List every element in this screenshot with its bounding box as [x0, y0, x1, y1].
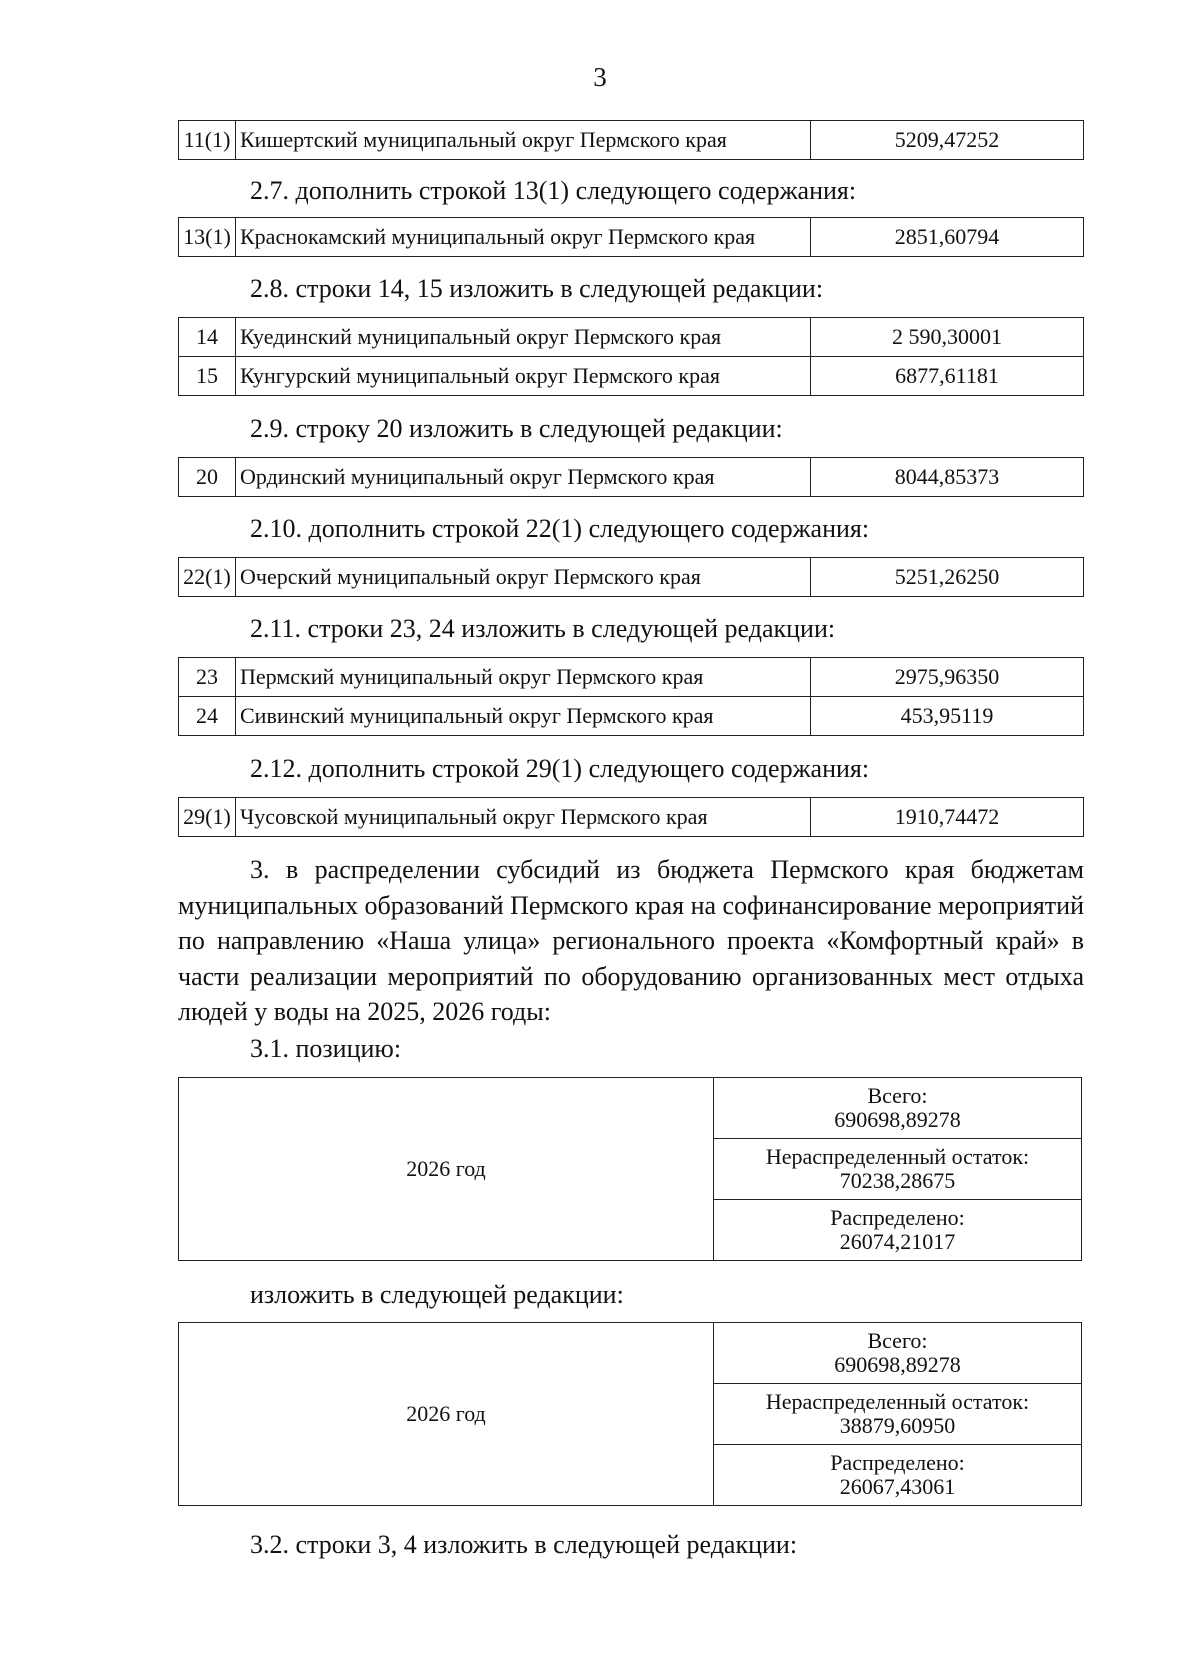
row-name: Сивинский муниципальный округ Пермского края [236, 697, 811, 736]
total-label: Всего: [867, 1083, 928, 1109]
row-table-13-1 [178, 217, 1084, 257]
row-name: Краснокамский муниципальный округ Пермского края [236, 218, 811, 257]
instruction-2-9: 2.9. строку 20 изложить в следующей редакции: [250, 414, 783, 443]
row-table-11-1 [178, 120, 1084, 160]
distributed-cell [714, 1445, 1082, 1506]
item-3-1: 3.1. позицию: [250, 1034, 402, 1063]
row-name: Чусовской муниципальный округ Пермского края [236, 798, 811, 837]
position-table-new [178, 1322, 1082, 1506]
total-value: 690698,89278 [834, 1352, 961, 1377]
row-table-20 [178, 457, 1084, 497]
row-name: Куединский муниципальный округ Пермского края [236, 318, 811, 357]
row-value: 2851,60794 [811, 218, 1084, 257]
row-value: 453,95119 [811, 697, 1084, 736]
row-name: Кишертский муниципальный округ Пермского края [236, 121, 811, 160]
remainder-value: 38879,60950 [839, 1413, 956, 1438]
table-row [179, 218, 1084, 257]
row-name: Пермский муниципальный округ Пермского края [236, 658, 811, 697]
instruction-2-8: 2.8. строки 14, 15 изложить в следующей редакции: [250, 274, 824, 303]
row-number: 14 [179, 318, 236, 357]
table-row [179, 558, 1084, 597]
row-table-29-1 [178, 797, 1084, 837]
row-value: 5209,47252 [811, 121, 1084, 160]
year-cell: 2026 год [179, 1078, 714, 1261]
table-row [179, 458, 1084, 497]
row-value: 1910,74472 [811, 798, 1084, 837]
row-value: 2975,96350 [811, 658, 1084, 697]
remainder-value: 70238,28675 [839, 1168, 956, 1193]
remainder-cell [714, 1139, 1082, 1200]
table-row [179, 798, 1084, 837]
instruction-2-11: 2.11. строки 23, 24 изложить в следующей редакции: [250, 614, 836, 643]
row-table-22-1 [178, 557, 1084, 597]
total-label: Всего: [867, 1328, 928, 1354]
total-value: 690698,89278 [834, 1107, 961, 1132]
row-name: Кунгурский муниципальный округ Пермского края [236, 357, 811, 396]
remainder-label: Нераспределенный остаток: [765, 1144, 1030, 1170]
row-number: 22(1) [179, 558, 236, 597]
row-number: 13(1) [179, 218, 236, 257]
distributed-label: Распределено: [830, 1450, 965, 1476]
instruction-2-12: 2.12. дополнить строкой 29(1) следующего содержания: [250, 754, 870, 783]
distributed-label: Распределено: [830, 1205, 965, 1231]
year-cell: 2026 год [179, 1323, 714, 1506]
remainder-label: Нераспределенный остаток: [765, 1389, 1030, 1415]
row-number: 11(1) [179, 121, 236, 160]
distributed-value: 26074,21017 [839, 1229, 956, 1254]
paragraph-3: 3. в распределении субсидий из бюджета Пермского края бюджетам муниципальных образований Пермского края на софинансирование мероприятий по направлению «Наша улица» регионального проекта «Комфортный край» в части реализации мероприятий по оборудованию организованных мест отдыха людей у воды на 2025, 2026 годы: [178, 855, 1084, 1026]
total-cell [714, 1078, 1082, 1139]
total-cell [714, 1323, 1082, 1384]
row-value: 8044,85373 [811, 458, 1084, 497]
row-value: 5251,26250 [811, 558, 1084, 597]
row-number: 29(1) [179, 798, 236, 837]
row-name: Ординский муниципальный округ Пермского края [236, 458, 811, 497]
row-value: 6877,61181 [811, 357, 1084, 396]
row-number: 15 [179, 357, 236, 396]
distributed-value: 26067,43061 [839, 1474, 956, 1499]
table-row [179, 697, 1084, 736]
table-row [179, 318, 1084, 357]
row-number: 24 [179, 697, 236, 736]
row-value: 2 590,30001 [811, 318, 1084, 357]
instruction-2-7: 2.7. дополнить строкой 13(1) следующего содержания: [250, 176, 857, 205]
row-table-14-15 [178, 317, 1084, 396]
item-3-2: 3.2. строки 3, 4 изложить в следующей редакции: [250, 1530, 798, 1559]
row-name: Очерский муниципальный округ Пермского края [236, 558, 811, 597]
row-number: 20 [179, 458, 236, 497]
page-number: 3 [593, 62, 607, 92]
instruction-2-10: 2.10. дополнить строкой 22(1) следующего содержания: [250, 514, 870, 543]
restate-label: изложить в следующей редакции: [250, 1280, 624, 1309]
row-table-23-24 [178, 657, 1084, 736]
remainder-cell [714, 1384, 1082, 1445]
table-row [179, 658, 1084, 697]
distributed-cell [714, 1200, 1082, 1261]
table-row [179, 357, 1084, 396]
position-table-old [178, 1077, 1082, 1261]
table-row [179, 121, 1084, 160]
row-number: 23 [179, 658, 236, 697]
